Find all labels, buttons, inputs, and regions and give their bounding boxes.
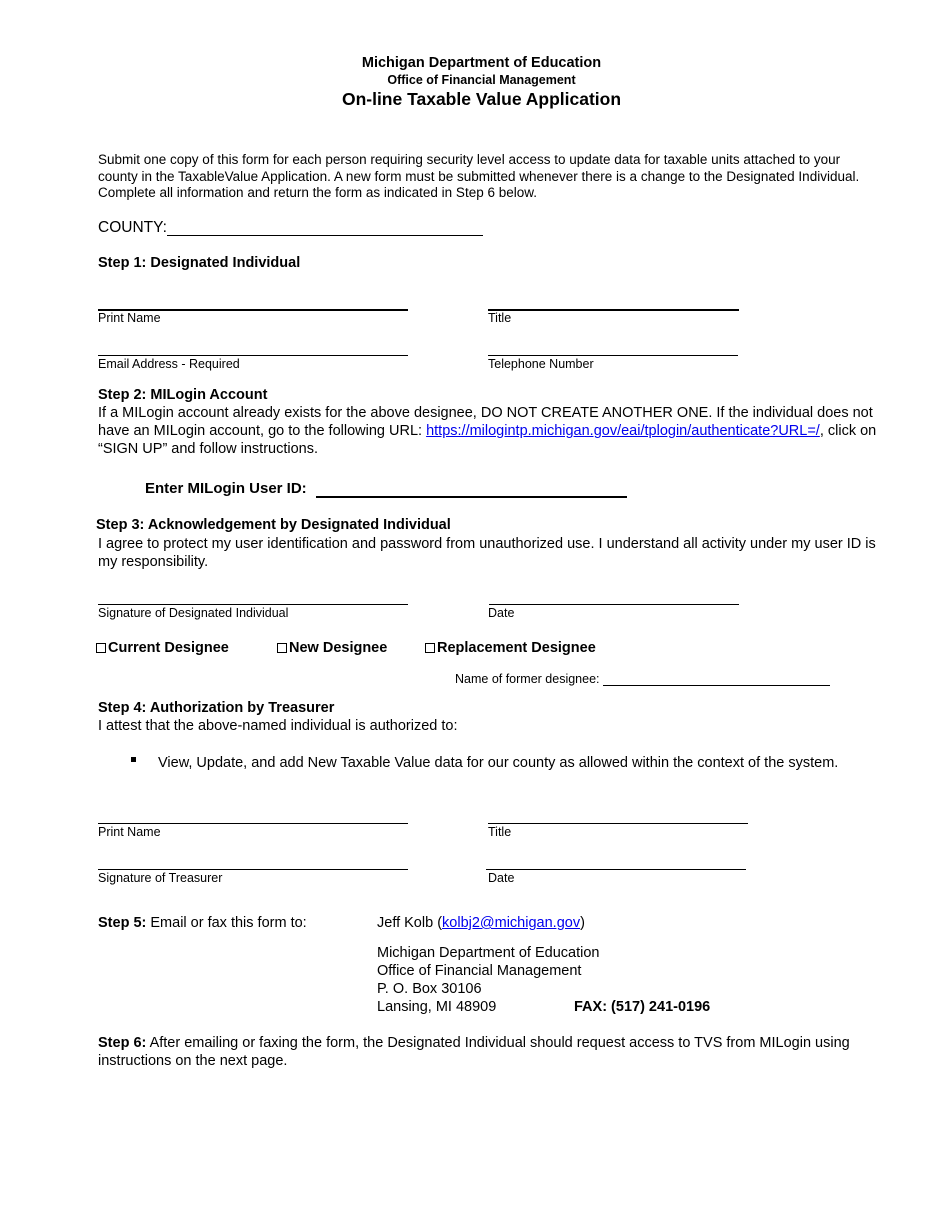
step4-title-field[interactable]: [488, 823, 748, 824]
step1-email-label: Email Address - Required: [98, 357, 240, 371]
address-line-2: Office of Financial Management: [377, 963, 582, 979]
treasurer-date-label: Date: [488, 871, 515, 885]
step2-text: [98, 404, 878, 458]
step3-date-label: Date: [488, 606, 515, 620]
step2-instructions: If a MILogin account already exists for the above designee, DO NOT CREATE ANOTHER ONE. If the individual does not have an MILogin account, go to the following URL:: [98, 405, 873, 439]
step1-title-label: Title: [488, 311, 512, 325]
step1-phone-field[interactable]: [488, 355, 738, 356]
bullet-icon: [131, 757, 136, 762]
step5-label: Step 5:: [98, 915, 147, 931]
treasurer-date-field[interactable]: [486, 869, 746, 870]
office-name: Office of Financial Management: [387, 73, 576, 87]
step5-line: [98, 915, 307, 931]
step5-text: Email or fax this form to:: [150, 915, 307, 931]
address-line-1: Michigan Department of Education: [377, 945, 600, 961]
step6-body: After emailing or faxing the form, the Designated Individual should request access to TVS from MILogin using instructions on the next page.: [98, 1035, 850, 1069]
treasurer-signature-label: Signature of Treasurer: [98, 871, 223, 885]
milogin-url-link[interactable]: https://milogintp.michigan.gov/eai/tplogin/authenticate?URL=/: [426, 423, 820, 439]
county-label: COUNTY:: [98, 219, 167, 236]
county-field[interactable]: [167, 235, 483, 236]
fax-number: FAX: (517) 241-0196: [574, 999, 711, 1015]
step1-title-field[interactable]: [488, 309, 739, 311]
former-designee-label: Name of former designee:: [455, 672, 600, 686]
step3-date-field[interactable]: [489, 604, 739, 605]
step2-instructions-end: , click on “SIGN UP” and follow instructions.: [98, 423, 877, 457]
step4-title-label: Title: [488, 825, 512, 839]
userid-label: Enter MILogin User ID:: [145, 480, 307, 497]
replacement-designee-label: Replacement Designee: [437, 640, 596, 656]
step3-heading: Step 3: Acknowledgement by Designated Individual: [96, 517, 451, 533]
replacement-designee-checkbox[interactable]: [425, 643, 435, 653]
address-line-4: Lansing, MI 48909: [377, 999, 497, 1015]
former-designee-field[interactable]: [603, 685, 830, 686]
step4-print-name-label: Print Name: [98, 825, 161, 839]
step1-email-field[interactable]: [98, 355, 408, 356]
contact-name: Jeff Kolb (: [377, 915, 443, 931]
page-title: On-line Taxable Value Application: [341, 89, 622, 109]
step2-heading: Step 2: MILogin Account: [98, 387, 268, 403]
step4-heading: Step 4: Authorization by Treasurer: [98, 700, 335, 716]
step3-signature-field[interactable]: [98, 604, 408, 605]
replacement-designee-option[interactable]: [425, 640, 596, 656]
contact-close: ): [580, 915, 585, 931]
new-designee-checkbox[interactable]: [277, 643, 287, 653]
userid-field[interactable]: [316, 496, 627, 498]
step3-signature-label: Signature of Designated Individual: [98, 606, 289, 620]
current-designee-option[interactable]: [96, 640, 229, 656]
new-designee-label: New Designee: [289, 640, 388, 656]
step3-text: I agree to protect my user identification and password from unauthorized use. I understand all activity under my user ID is my responsibility.: [98, 536, 876, 570]
step6-text: [98, 1034, 878, 1070]
step1-print-name-label: Print Name: [98, 311, 161, 325]
treasurer-signature-field[interactable]: [98, 869, 408, 870]
current-designee-label: Current Designee: [108, 640, 229, 656]
step6-label: Step 6:: [98, 1035, 147, 1051]
step4-print-name-field[interactable]: [98, 823, 408, 824]
contact-email-link[interactable]: kolbj2@michigan.gov: [442, 915, 581, 931]
step4-text: I attest that the above-named individual is authorized to:: [98, 718, 458, 734]
step1-heading: Step 1: Designated Individual: [98, 255, 301, 271]
contact-line: [377, 915, 585, 931]
step4-bullet-text: View, Update, and add New Taxable Value data for our county as allowed within the context of the system.: [158, 755, 839, 771]
new-designee-option[interactable]: [277, 640, 387, 656]
intro-text: Submit one copy of this form for each person requiring security level access to update data for taxable units attached to your county in the TaxableValue Application. A new form must be submitted whenever there is a change to the Designated Individual. Complete all information and return the form as indicated in Step 6 below.: [98, 152, 860, 200]
address-line-3: P. O. Box 30106: [377, 981, 482, 997]
step1-phone-label: Telephone Number: [488, 357, 594, 371]
org-name: Michigan Department of Education: [361, 55, 602, 71]
current-designee-checkbox[interactable]: [96, 643, 106, 653]
